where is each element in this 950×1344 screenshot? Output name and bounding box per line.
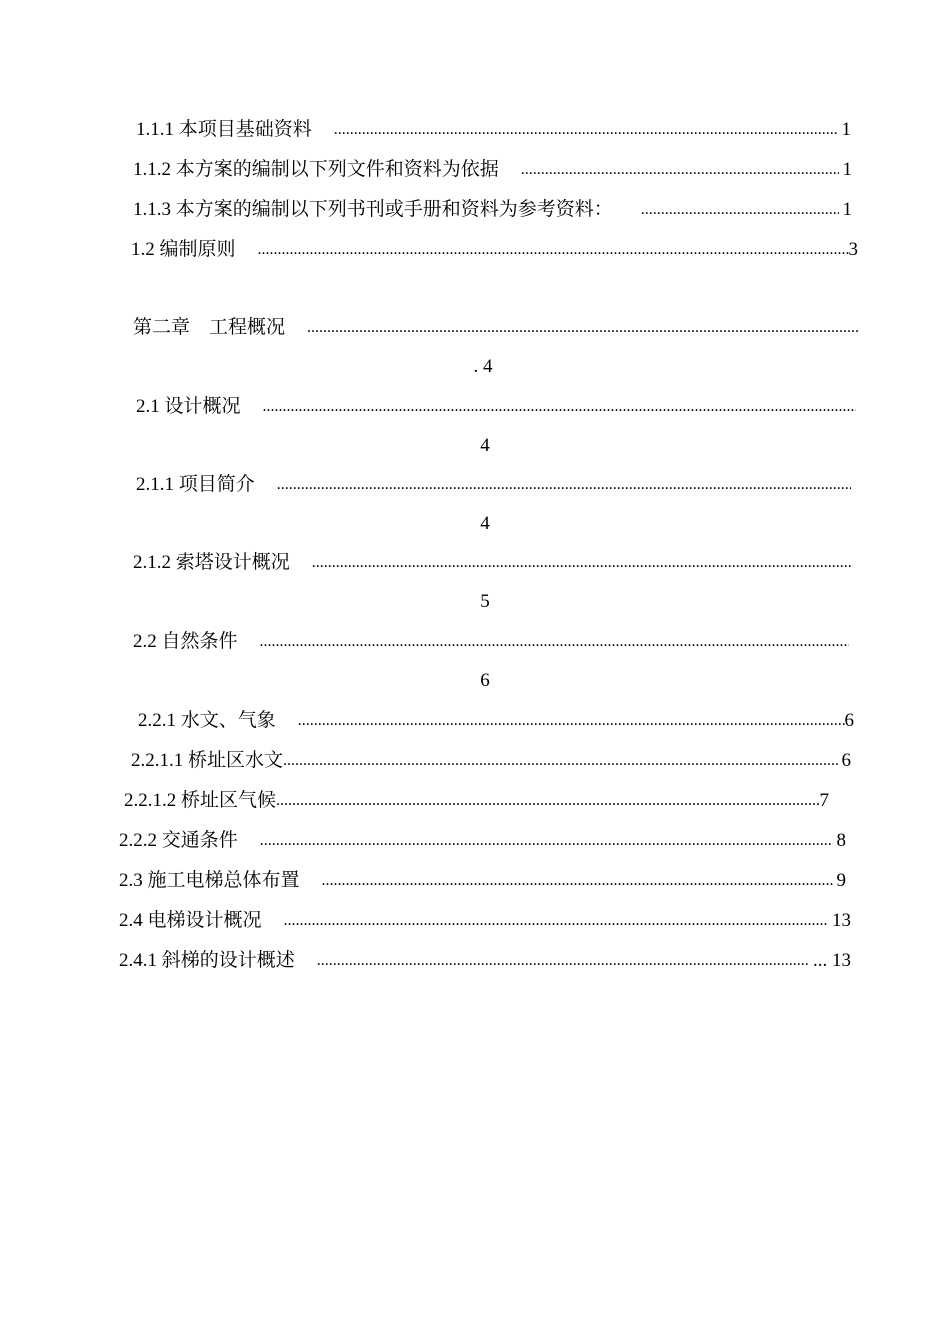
toc-page-number: 8 [836, 830, 846, 851]
toc-entry-title: 2.1.2 索塔设计概况 [133, 552, 290, 573]
toc-page-number: 4 [480, 435, 490, 456]
toc-entry-title: 1.1.2 本方案的编制以下列文件和资料为依据 [133, 159, 499, 180]
toc-dot-leader [284, 906, 828, 936]
toc-dot-leader [283, 746, 837, 776]
toc-entry-title: 2.2.1.2 桥址区气候 [124, 790, 277, 811]
toc-page-number: 4 [480, 513, 490, 534]
toc-dot-leader [307, 313, 858, 343]
toc-entry-title: 2.4 电梯设计概况 [119, 910, 262, 931]
toc-page-number: 1 [841, 119, 851, 140]
toc-dot-leader [260, 826, 833, 856]
toc-entry-title: 2.2.1 水文、气象 [138, 710, 276, 731]
toc-entry[interactable] [124, 786, 829, 816]
toc-dot-leader [322, 866, 833, 896]
toc-entry-title: 1.1.1 本项目基础资料 [136, 119, 312, 140]
toc-dot-leader [334, 115, 838, 145]
toc-entry[interactable] [119, 946, 851, 976]
toc-dot-leader [641, 195, 839, 225]
toc-entry-title: 2.1.1 项目简介 [136, 474, 255, 495]
toc-entry[interactable] [133, 313, 858, 343]
toc-page-number: 6 [844, 710, 854, 731]
toc-dot-leader [277, 470, 851, 500]
toc-entry-title: 1.1.3 本方案的编制以下列书刊或手册和资料为参考资料： [133, 199, 613, 220]
toc-page-number: ... 13 [813, 950, 851, 971]
toc-entry[interactable] [133, 155, 852, 185]
toc-page-number: 13 [832, 910, 851, 931]
toc-entry-title: 2.4.1 斜梯的设计概述 [119, 950, 295, 971]
toc-dot-leader [521, 155, 839, 185]
toc-dot-leader [263, 392, 856, 422]
toc-entry[interactable] [133, 627, 849, 657]
toc-page-number: 6 [480, 670, 490, 691]
toc-dot-leader [276, 786, 819, 816]
toc-page-number: 1 [842, 199, 852, 220]
toc-page-number: 9 [836, 870, 846, 891]
toc-entry[interactable] [136, 115, 851, 145]
toc-entry[interactable] [133, 195, 852, 225]
toc-entry-title: 2.2 自然条件 [133, 631, 238, 652]
toc-entry[interactable] [131, 235, 858, 265]
toc-page-number: 7 [819, 790, 829, 811]
toc-entry[interactable] [119, 866, 846, 896]
toc-dot-leader [298, 706, 845, 736]
toc-entry-title: 第二章 工程概况 [133, 317, 286, 338]
toc-entry-title: 2.2.2 交通条件 [119, 830, 238, 851]
toc-entry[interactable] [136, 392, 856, 422]
toc-page-number: 6 [841, 750, 851, 771]
toc-dot-leader [258, 235, 849, 265]
toc-entry[interactable] [133, 548, 853, 578]
toc-page-number: 5 [480, 591, 490, 612]
toc-entry-title: 2.3 施工电梯总体布置 [119, 870, 300, 891]
toc-entry[interactable] [136, 470, 851, 500]
toc-page-number: 3 [848, 239, 858, 260]
toc-entry-title: 2.1 设计概况 [136, 396, 241, 417]
toc-entry[interactable] [131, 746, 851, 776]
toc-entry[interactable] [119, 826, 846, 856]
toc-entry-title: 2.2.1.1 桥址区水文 [131, 750, 284, 771]
toc-dot-leader [317, 946, 809, 976]
toc-entry[interactable] [119, 906, 851, 936]
toc-page-number: . 4 [473, 356, 493, 377]
toc-dot-leader [260, 627, 849, 657]
toc-page-number: 1 [842, 159, 852, 180]
toc-entry[interactable] [138, 706, 854, 736]
toc-dot-leader [312, 548, 853, 578]
toc-entry-title: 1.2 编制原则 [131, 239, 236, 260]
